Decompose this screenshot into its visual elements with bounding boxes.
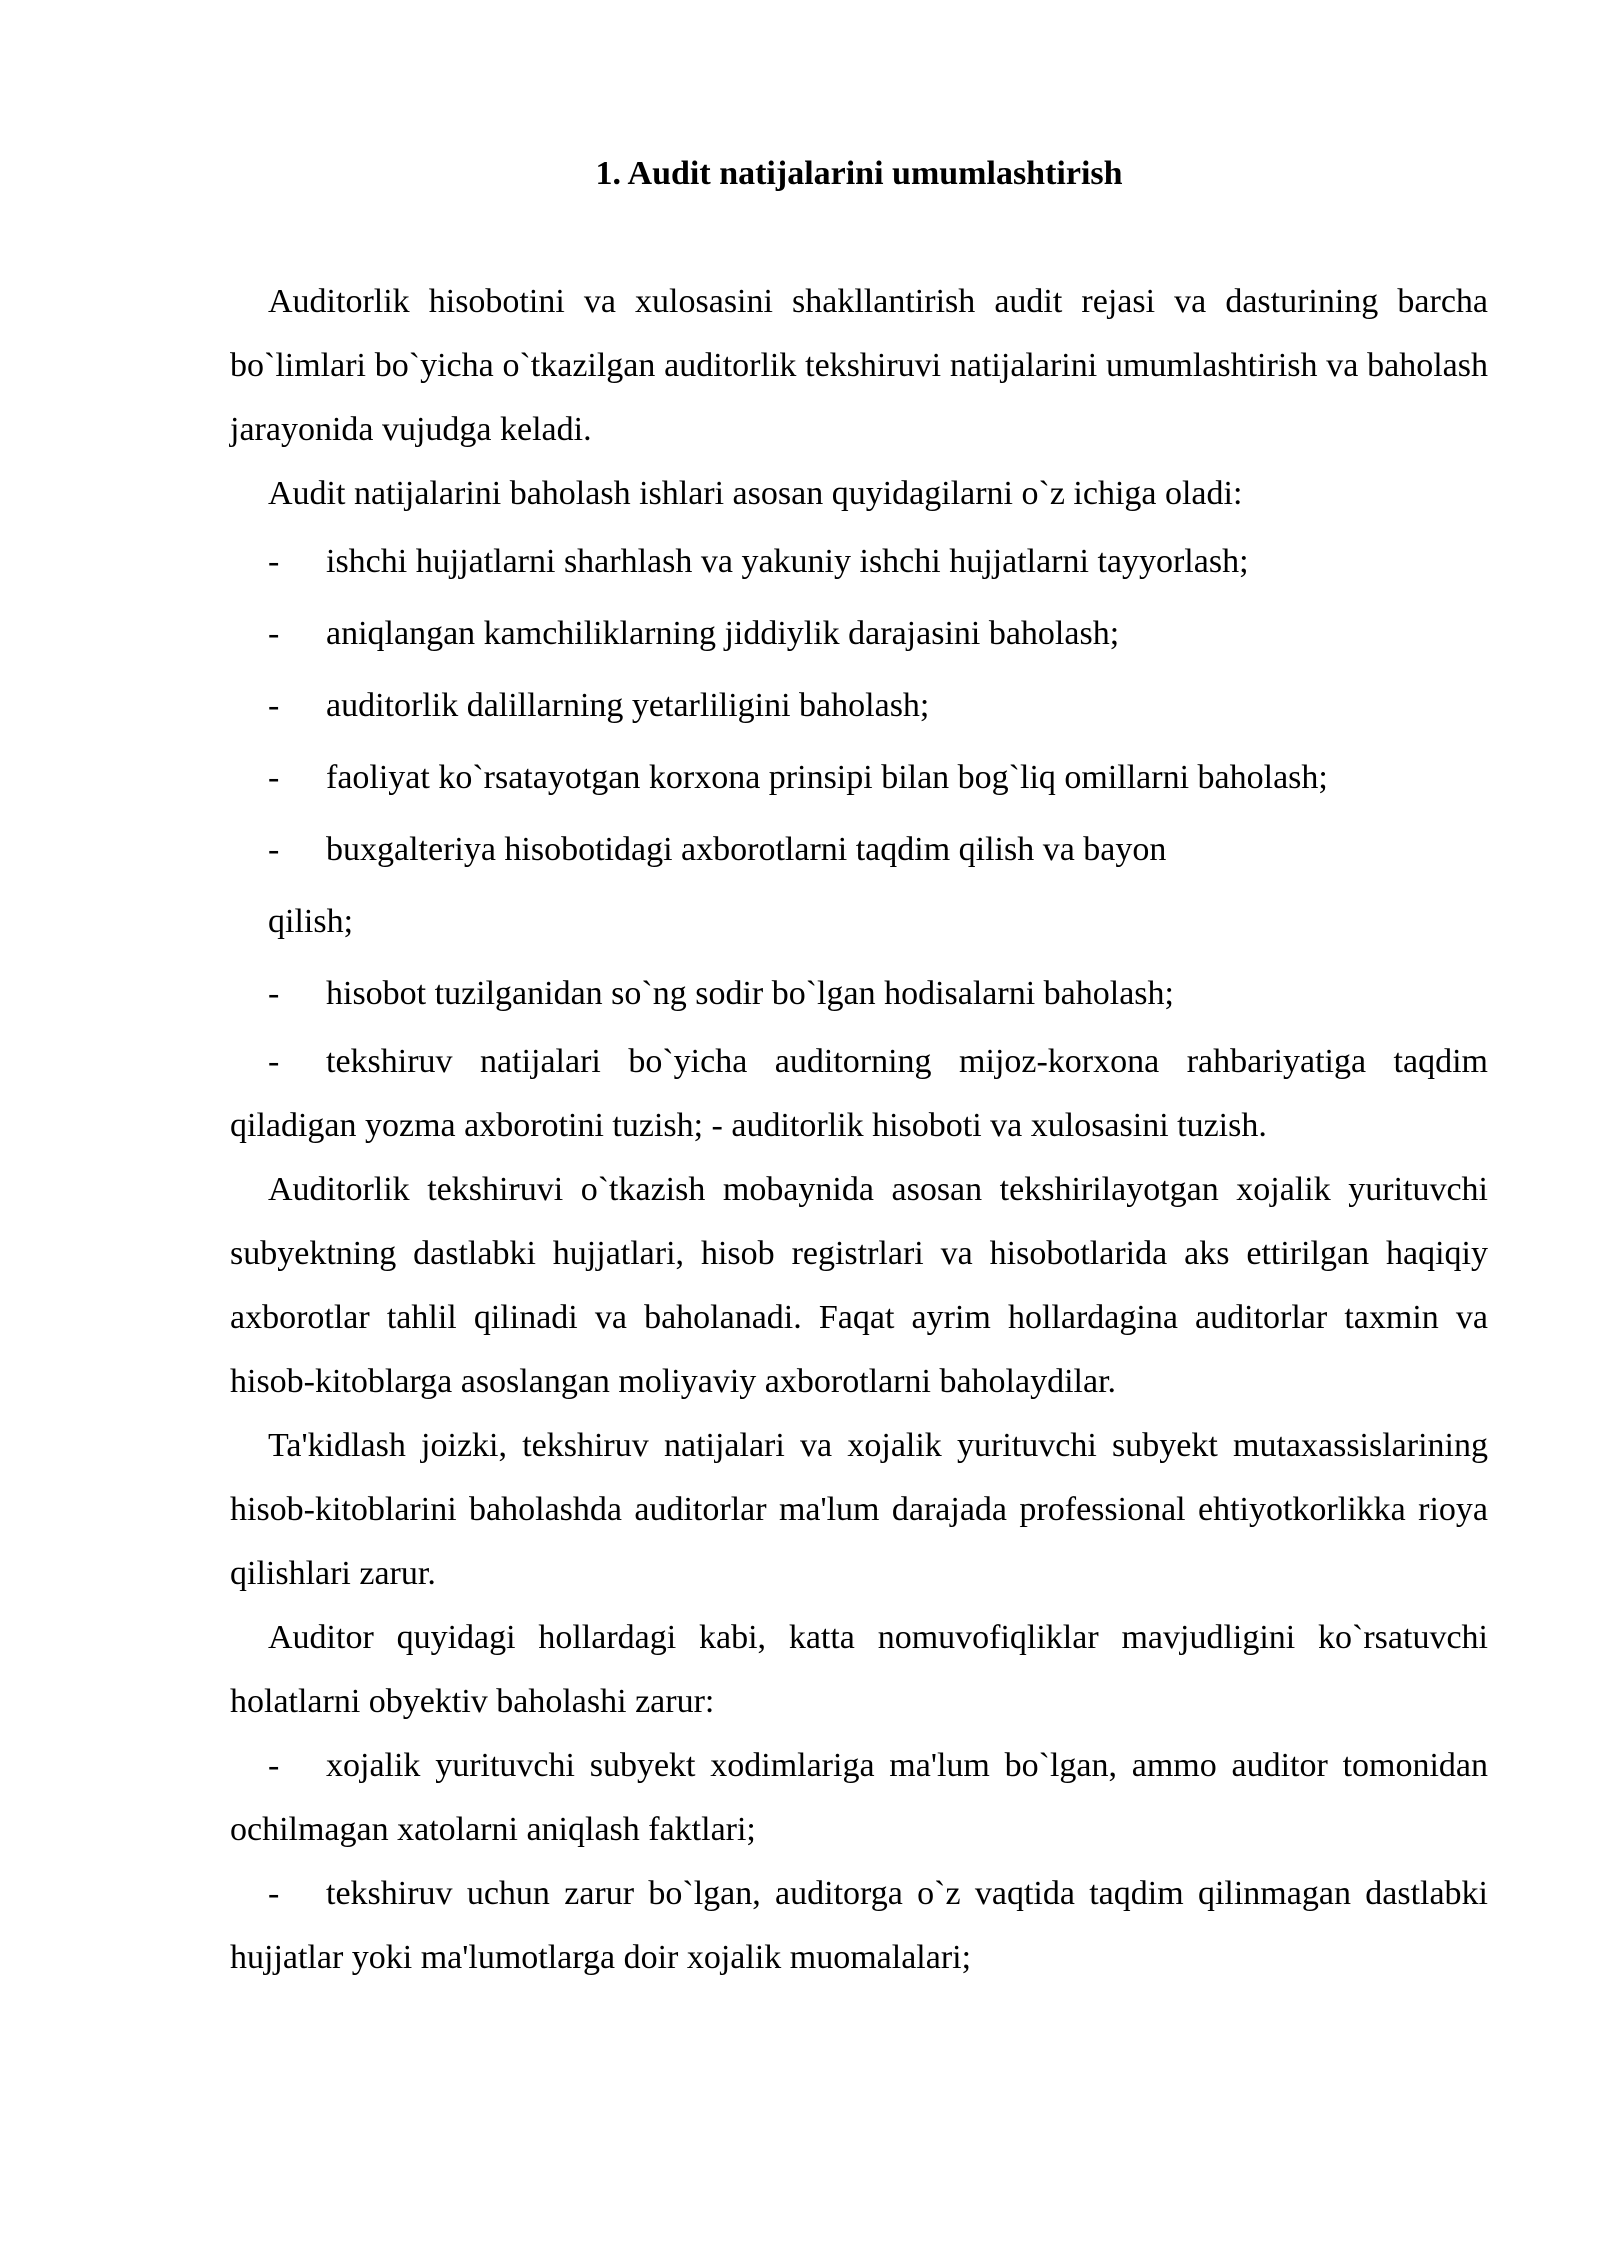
paragraph-3: Auditorlik tekshiruvi o`tkazish mobaynida asosan tekshirilayotgan xojalik yurituvchi subyektning dastlabki hujjatlari, hisob registrlari va hisobotlarida aks ettirilgan haqiqiy axborotlar tahlil qilinadi va baholanadi. Faqat ayrim hollardagina auditorlar taxmin va hisob-kitoblarga asoslangan moliyaviy axborotlarni baholaydilar.	[230, 1171, 1488, 1400]
list-item	[230, 742, 1488, 814]
list-dash: -	[268, 831, 280, 868]
list-item	[230, 1030, 1488, 1158]
list-item	[230, 670, 1488, 742]
list-item-text: tekshiruv uchun zarur bo`lgan, auditorga o`z vaqtida taqdim qilinmagan dastlabki hujjatlar yoki ma'lumotlarga doir xojalik muomalalari;	[230, 1875, 1488, 1976]
paragraph-1: Auditorlik hisobotini va xulosasini shakllantirish audit rejasi va dasturining barcha bo`limlari bo`yicha o`tkazilgan auditorlik tekshiruvi natijalarini umumlashtirish va baholash jarayonida vujudga keladi.	[230, 283, 1488, 448]
list-item-text: buxgalteriya hisobotidagi axborotlarni taqdim qilish va bayon	[326, 831, 1167, 868]
list-dash: -	[268, 687, 280, 724]
paragraph-5: Auditor quyidagi hollardagi kabi, katta nomuvofiqliklar mavjudligini ko`rsatuvchi holatlarni obyektiv baholashi zarur:	[230, 1619, 1488, 1720]
document-title: 1. Audit natijalarini umumlashtirish	[595, 155, 1123, 192]
document-body	[230, 150, 1488, 1990]
list-item	[230, 1734, 1488, 1862]
list-item-text: auditorlik dalillarning yetarliligini baholash;	[326, 687, 930, 724]
list-item-text: xojalik yurituvchi subyekt xodimlariga ma'lum bo`lgan, ammo auditor tomonidan ochilmagan xatolarni aniqlash faktlari;	[230, 1747, 1488, 1848]
paragraph-2: Audit natijalarini baholash ishlari asosan quyidagilarni o`z ichiga oladi:	[268, 475, 1243, 512]
list-dash: -	[268, 975, 280, 1012]
list-dash: -	[268, 1747, 280, 1784]
list-item	[230, 814, 1488, 886]
list-dash: -	[268, 1043, 280, 1080]
list-dash: -	[268, 1875, 280, 1912]
list-item-text: tekshiruv natijalari bo`yicha auditorning mijoz-korxona rahbariyatiga taqdim qiladigan yozma axborotini tuzish; - auditorlik hisoboti va xulosasini tuzish.	[230, 1043, 1488, 1144]
list-item-continuation: qilish;	[268, 903, 354, 940]
list-dash: -	[268, 543, 280, 580]
list-item-text: aniqlangan kamchiliklarning jiddiylik darajasini baholash;	[326, 615, 1120, 652]
list-item	[230, 598, 1488, 670]
list-item	[230, 1862, 1488, 1990]
list-item-text: faoliyat ko`rsatayotgan korxona prinsipi bilan bog`liq omillarni baholash;	[326, 759, 1328, 796]
list-item	[230, 958, 1488, 1030]
list-item-text: ishchi hujjatlarni sharhlash va yakuniy ishchi hujjatlarni tayyorlash;	[326, 543, 1249, 580]
list-dash: -	[268, 615, 280, 652]
paragraph-4: Ta'kidlash joizki, tekshiruv natijalari va xojalik yurituvchi subyekt mutaxassislarining hisob-kitoblarini baholashda auditorlar ma'lum darajada professional ehtiyotkorlikka rioya qilishlari zarur.	[230, 1427, 1488, 1592]
list-item-text: hisobot tuzilganidan so`ng sodir bo`lgan hodisalarni baholash;	[326, 975, 1174, 1012]
list-item	[230, 526, 1488, 598]
list-dash: -	[268, 759, 280, 796]
